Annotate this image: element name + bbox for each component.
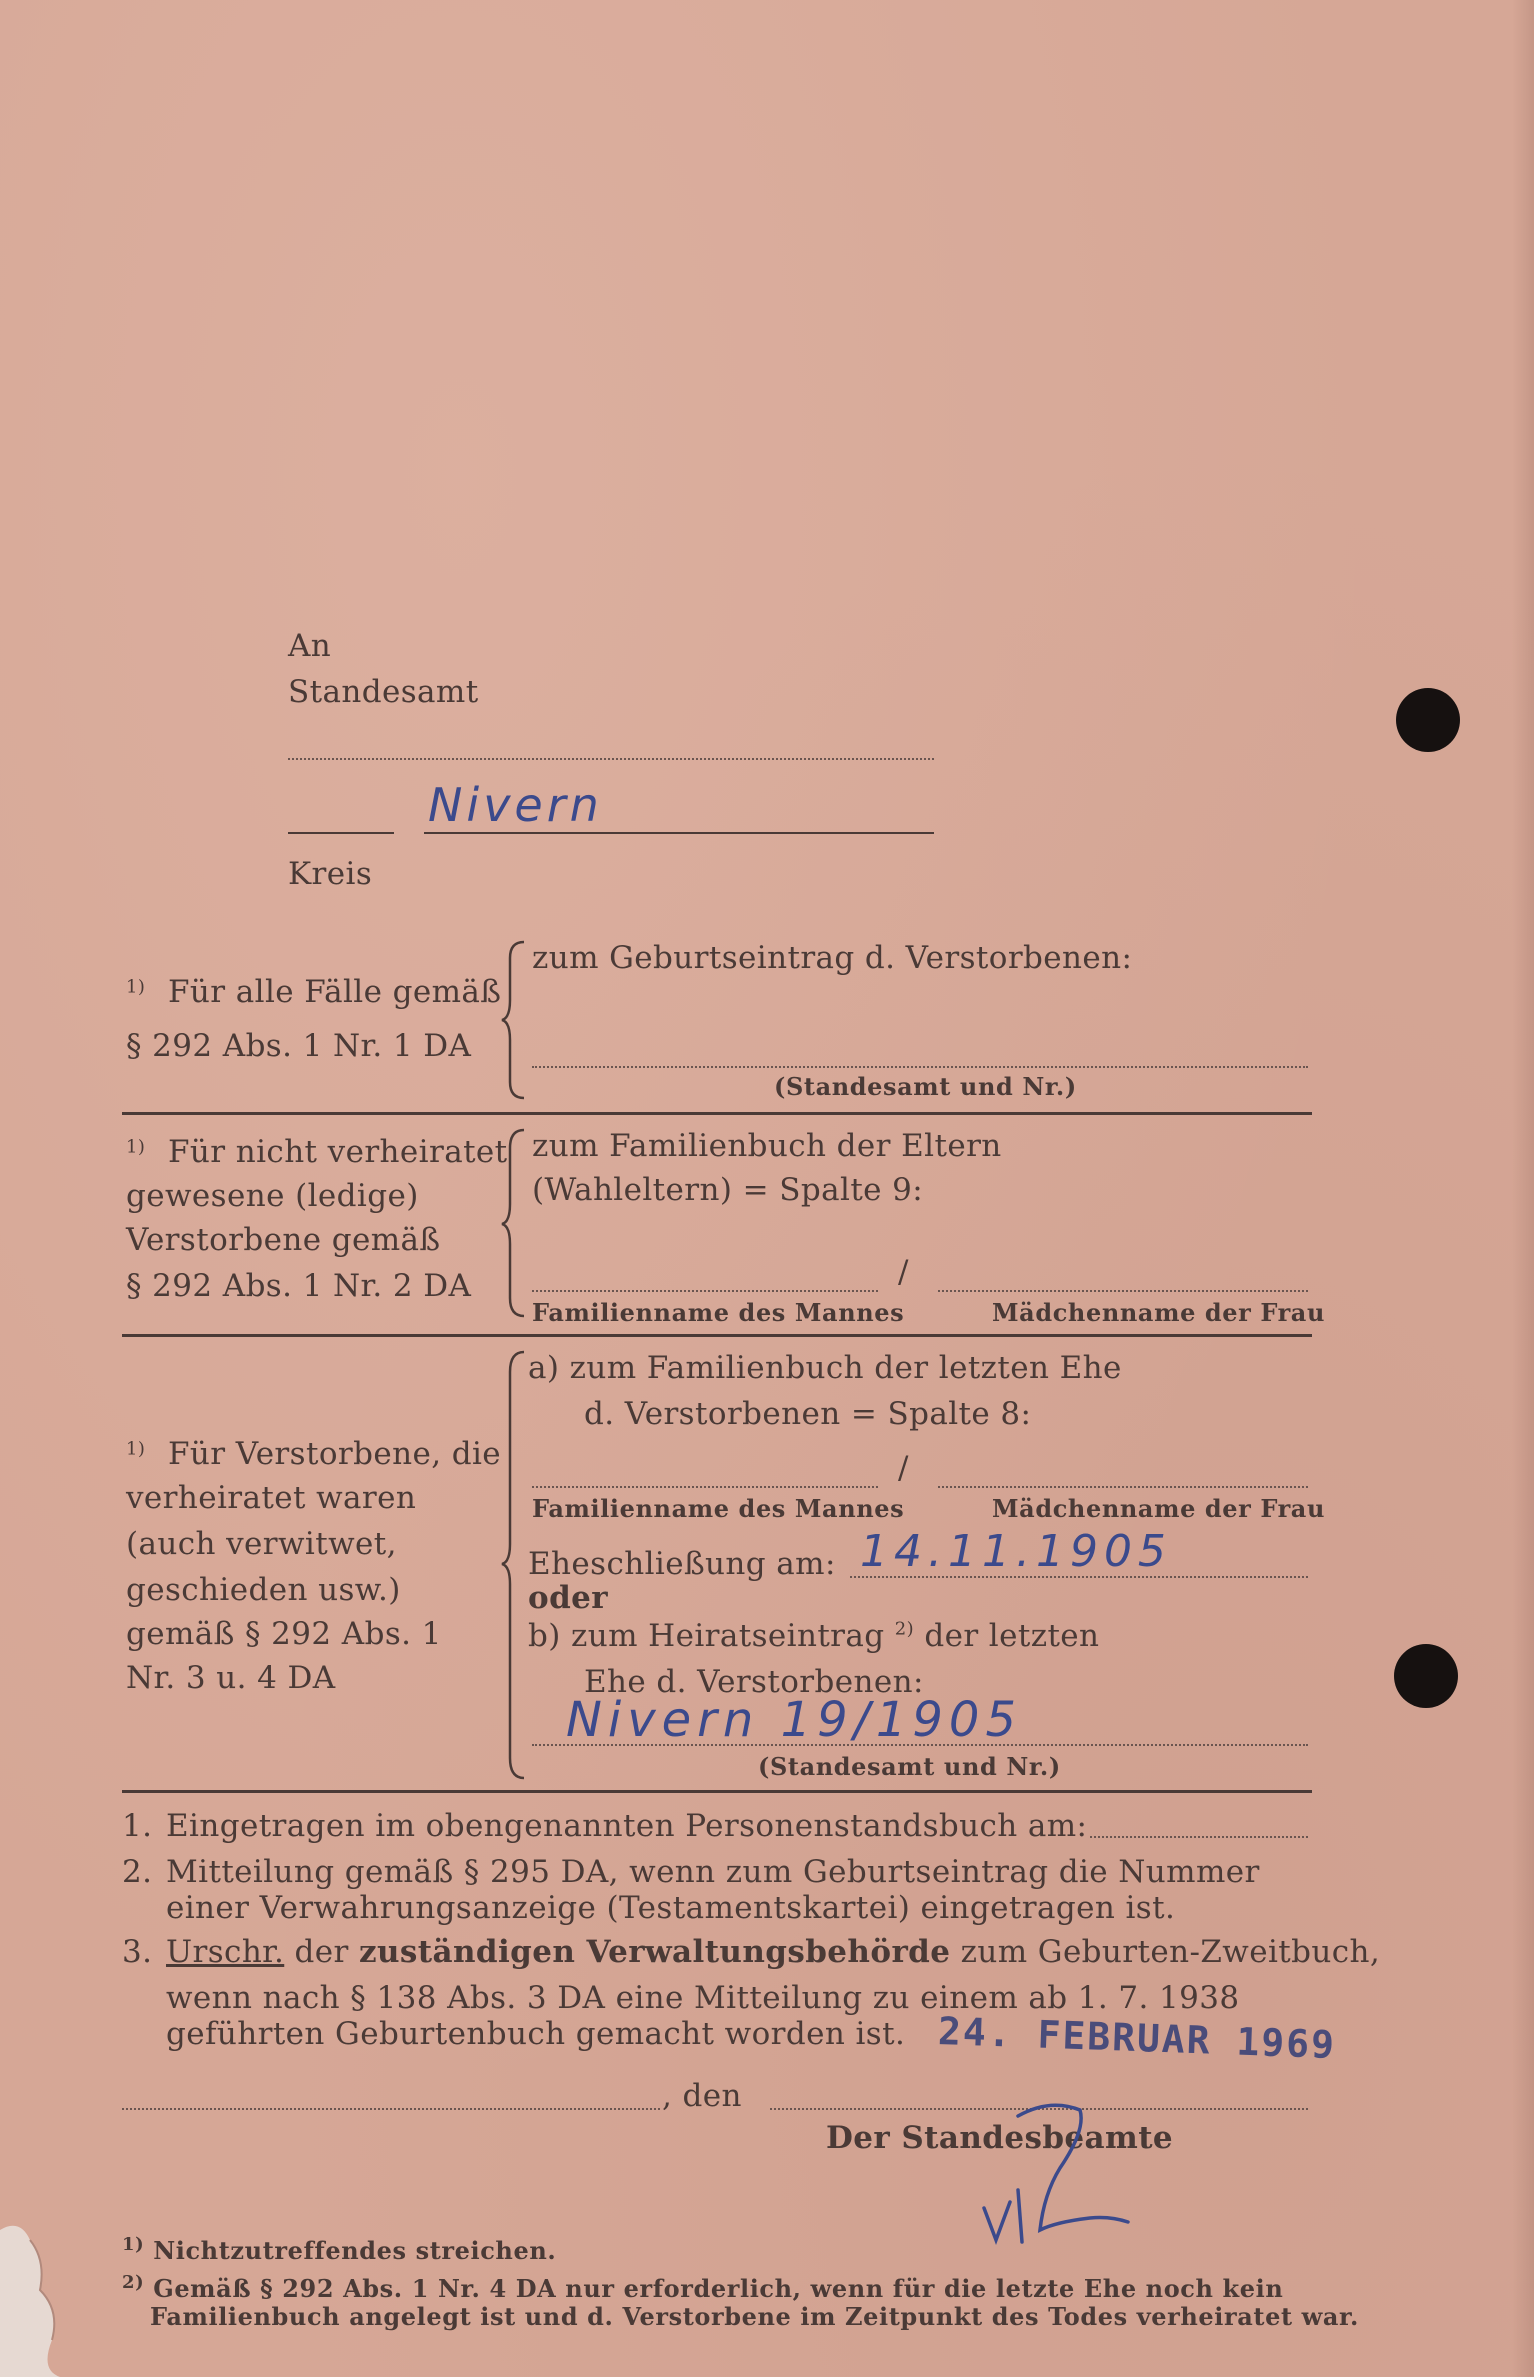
punch-hole-top <box>1396 688 1460 752</box>
section2-left-line2: gewesene (ledige) <box>126 1178 419 1214</box>
section3-a-line2: d. Verstorbenen = Spalte 8: <box>584 1396 1032 1432</box>
section3-left-line2: verheiratet waren <box>126 1480 417 1516</box>
punch-hole-bottom <box>1394 1644 1458 1708</box>
item3-line3: geführten Geburtenbuch gemacht worden ist. <box>166 2016 906 2052</box>
section3-left-line1: Für Verstorbene, die <box>168 1436 502 1472</box>
section3-left-line4: geschieden usw.) <box>126 1572 401 1608</box>
den-label: , den <box>662 2078 742 2114</box>
address-an: An <box>288 628 332 664</box>
section3-caption-right: Mädchenname der Frau <box>992 1494 1326 1523</box>
footnote1: $^{1)}$ Nichtzutreffendes streichen. <box>122 2234 557 2265</box>
section2-dotted-line-right <box>938 1290 1308 1292</box>
kreis-prefix-line <box>288 832 394 834</box>
section3-caption: (Standesamt und Nr.) <box>758 1752 1061 1781</box>
kreis-line <box>424 832 934 834</box>
section2-dotted-line-left <box>532 1290 878 1292</box>
section2-left-line1: Für nicht verheiratet <box>168 1134 508 1170</box>
section3-caption-left: Familienname des Mannes <box>532 1494 905 1523</box>
section1-marker: 1) <box>126 976 146 998</box>
address-kreis: Kreis <box>288 856 373 892</box>
section2-slash: / <box>898 1254 909 1290</box>
item3-num: 3. <box>122 1934 153 1970</box>
divider-1 <box>122 1112 1312 1115</box>
item1-num: 1. <box>122 1808 153 1844</box>
item2-line1: Mitteilung gemäß § 295 DA, wenn zum Geburtseintrag die Nummer <box>166 1854 1260 1890</box>
section1-caption: (Standesamt und Nr.) <box>774 1072 1077 1101</box>
torn-corner <box>0 2210 110 2377</box>
item1-line1: Eingetragen im obengenannten Personenstandsbuch am: <box>166 1808 1088 1844</box>
section1-left-line1: Für alle Fälle gemäß <box>168 974 502 1010</box>
item2-num: 2. <box>122 1854 153 1890</box>
standesbeamte-label: Der Standesbeamte <box>826 2120 1174 2156</box>
section2-right-line1: zum Familienbuch der Eltern <box>532 1128 1002 1164</box>
footnote2-line1: $^{2)}$ Gemäß § 292 Abs. 1 Nr. 4 DA nur erforderlich, wenn für die letzte Ehe noch kein <box>122 2272 1284 2303</box>
section3-left-line6: Nr. 3 u. 4 DA <box>126 1660 336 1696</box>
section2-left-line3: Verstorbene gemäß <box>126 1222 441 1258</box>
section1-right-title: zum Geburtseintrag d. Verstorbenen: <box>532 940 1133 976</box>
paper-edge-shadow <box>1512 0 1534 2377</box>
section1-dotted-line <box>532 1066 1308 1068</box>
item3-line1: Urschr. der zuständigen Verwaltungsbehörde zum Geburten-Zweitbuch, <box>166 1934 1381 1970</box>
section3-brace <box>500 1350 530 1780</box>
section3-a-line1: a) zum Familienbuch der letzten Ehe <box>528 1350 1122 1386</box>
section3-b-line1: b) zum Heiratseintrag $^{2)}$ der letzten <box>528 1618 1100 1654</box>
place-dotted-line <box>122 2108 660 2110</box>
footnote2-line2: Familienbuch angelegt ist und d. Verstorbene im Zeitpunkt des Todes verheiratet war. <box>150 2302 1360 2331</box>
section3-left-line3: (auch verwitwet, <box>126 1526 397 1562</box>
marriage-label: Eheschließung am: <box>528 1546 836 1582</box>
section3-dotted-line-right <box>938 1486 1308 1488</box>
section2-right-line2: (Wahleltern) = Spalte 9: <box>532 1172 924 1208</box>
section2-caption-left: Familienname des Mannes <box>532 1298 905 1327</box>
divider-3 <box>122 1790 1312 1793</box>
divider-2 <box>122 1334 1312 1337</box>
marriage-entry-handwritten: Nivern 19/1905 <box>566 1692 1022 1748</box>
section3-dotted-line-left <box>532 1486 878 1488</box>
oder-label: oder <box>528 1580 609 1616</box>
standesamt-dotted-line <box>288 758 934 760</box>
section1-left-line2: § 292 Abs. 1 Nr. 1 DA <box>126 1028 472 1064</box>
section2-brace <box>500 1128 530 1318</box>
section2-caption-right: Mädchenname der Frau <box>992 1298 1326 1327</box>
section2-marker: 1) <box>126 1136 146 1158</box>
item2-line2: einer Verwahrungsanzeige (Testamentskartei) eingetragen ist. <box>166 1890 1176 1926</box>
address-standesamt: Standesamt <box>288 674 479 710</box>
item3-line2: wenn nach § 138 Abs. 3 DA eine Mitteilung zu einem ab 1. 7. 1938 <box>166 1980 1240 2016</box>
kreis-handwritten: Nivern <box>428 778 603 832</box>
section3-b-line2: Ehe d. Verstorbenen: <box>584 1664 924 1700</box>
date-stamp: 24. FEBRUAR 1969 <box>937 2009 1337 2067</box>
item3-urschr: Urschr. <box>166 1934 285 1970</box>
section1-brace <box>500 940 530 1100</box>
signature <box>960 2090 1140 2260</box>
section3-left-line5: gemäß § 292 Abs. 1 <box>126 1616 442 1652</box>
section3-slash: / <box>898 1450 909 1486</box>
section2-left-line4: § 292 Abs. 1 Nr. 2 DA <box>126 1268 472 1304</box>
section3-marker: 1) <box>126 1438 146 1460</box>
item1-dotted-line <box>1090 1836 1308 1838</box>
marriage-date-handwritten: 14.11.1905 <box>860 1526 1172 1577</box>
